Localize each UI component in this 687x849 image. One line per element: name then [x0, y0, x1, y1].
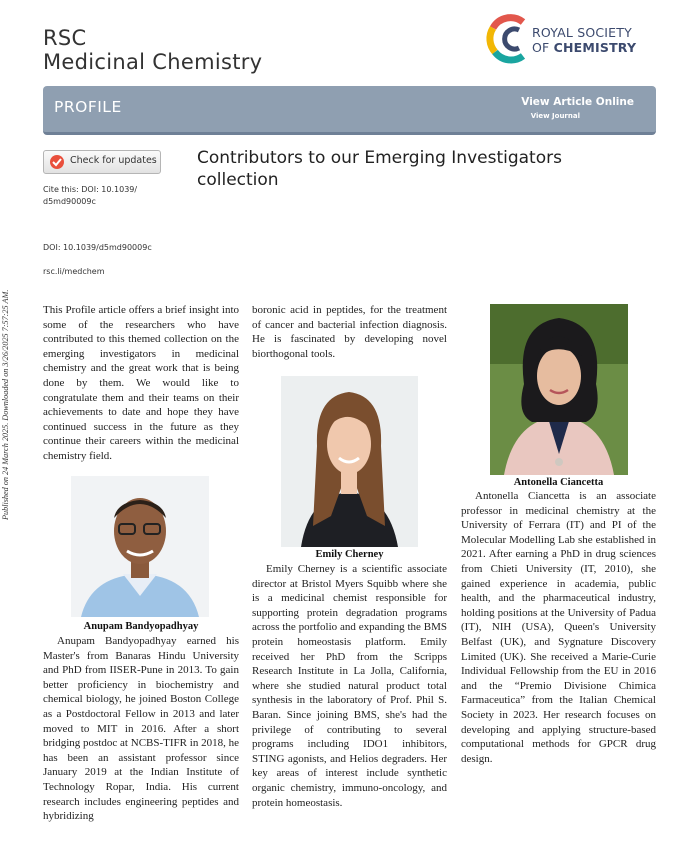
bio-anupam — [43, 634, 239, 824]
photo-emily — [281, 376, 418, 547]
logo-text-of: OF — [532, 40, 554, 55]
bio-emily-text: Emily Cherney is a scientific associate director at Bristol Myers Squibb where she is a medicinal chemist responsible for supporting protein degradation programs across the portfolio and expanding the BMS protein homeostasis platform. Emily received her PhD from the Scripps Research Institute in La Jolla, California, where she studied natural product total synthesis in the laboratory of Prof. Phil S. Baran. Since joining BMS, she's had the privilege of contributing to several programs including IDO1 inhibitors, STING agonists, and Helios degraders. Her key areas of interest include synthetic organic chemistry, immuno-oncology, and protein homeostasis. — [252, 563, 447, 809]
logo-text-chemistry: CHEMISTRY — [553, 40, 637, 55]
article-type-banner — [43, 86, 656, 135]
bio-anupam-cont-text: boronic acid in peptides, for the treatment of cancer and bacterial infection diagnosis. He is fascinated by developing novel biorthogonal tools. — [252, 304, 447, 360]
view-article-online-link[interactable]: View Article Online — [521, 96, 634, 108]
photo-antonella — [490, 304, 628, 475]
check-for-updates-label: Check for updates — [70, 155, 157, 166]
journal-title-line2: Medicinal Chemistry — [43, 50, 263, 74]
caption-anupam: Anupam Bandyopadhyay — [83, 621, 199, 632]
bio-antonella — [461, 489, 656, 766]
journal-title-line1: RSC — [43, 26, 87, 50]
bio-anupam-text: Anupam Bandyopadhyay earned his Master's from Banaras Hindu University and PhD from IISER-Pune in 2013. To gain better proficiency in biochemistry and chemical biology, he joined Boston College as a Postdoctoral Fellow in 2013 and later moved to MIT in 2016. After a short bridging postdoc at NCBS-TIFR in 2018, he has been an assistant professor since January 2019 at the Indian Institute of Technology Ropar, India. His current research includes engineering peptides and hybridizing — [43, 635, 239, 823]
journal-shortlink[interactable]: rsc.li/medchem — [43, 267, 105, 276]
side-note-text: Published on 24 March 2025. Downloaded on 3/26/2025 7:57:25 AM. — [1, 289, 10, 520]
check-updates-icon — [49, 154, 65, 170]
caption-antonella: Antonella Ciancetta — [513, 477, 604, 488]
rsc-logo[interactable] — [485, 14, 660, 66]
article-type: PROFILE — [54, 98, 122, 116]
bio-emily — [252, 562, 447, 810]
journal-title — [43, 26, 262, 74]
rsc-logo-icon — [485, 14, 529, 64]
doi-text[interactable]: DOI: 10.1039/d5md90009c — [43, 243, 152, 252]
caption-emily: Emily Cherney — [315, 549, 384, 560]
intro-text: This Profile article offers a brief insight into some of the researchers who have contributed to this themed collection on the emerging investigators in medicinal chemistry and the great work that is being done by them. We would like to congratulate them and their teams on their achievements to date and hope they have continued success in the future as they continue their careers within the medicinal chemistry field. — [43, 304, 239, 462]
logo-text-line1: ROYAL SOCIETY — [532, 25, 632, 40]
check-for-updates-button[interactable] — [43, 150, 161, 174]
publication-side-note — [0, 230, 12, 520]
view-journal-link[interactable]: View Journal — [530, 112, 580, 120]
bio-antonella-text: Antonella Ciancetta is an associate professor in medicinal chemistry at the University of Ferrara (IT) and PI of the Molecular Modelling Lab she established in 2021. After earning a PhD in drug sciences from Chieti University (IT, 2010), she gained experience in academia, public health, and the pharmaceutical industry, holding positions at the University of Padua (IT), NIH (USA), Queen's University Belfast (UK), and Sygnature Discovery Limited (UK). She received a Marie-Curie Individual Fellowship from the EU in 2016 and the “Premio Divisione Chimica Farmaceutica” from the Italian Chemical Society in 2023. Her research focuses on developing and applying structure-based computational methods for GPCR drug design. — [461, 490, 656, 765]
bio-anupam-continued — [252, 303, 447, 361]
cite-this: Cite this: DOI: 10.1039/ d5md90009c — [43, 185, 138, 206]
photo-anupam — [71, 476, 209, 617]
intro-paragraph — [43, 303, 239, 464]
logo-text-line2 — [532, 41, 636, 55]
article-title: Contributors to our Emerging Investigators collection — [197, 148, 562, 190]
